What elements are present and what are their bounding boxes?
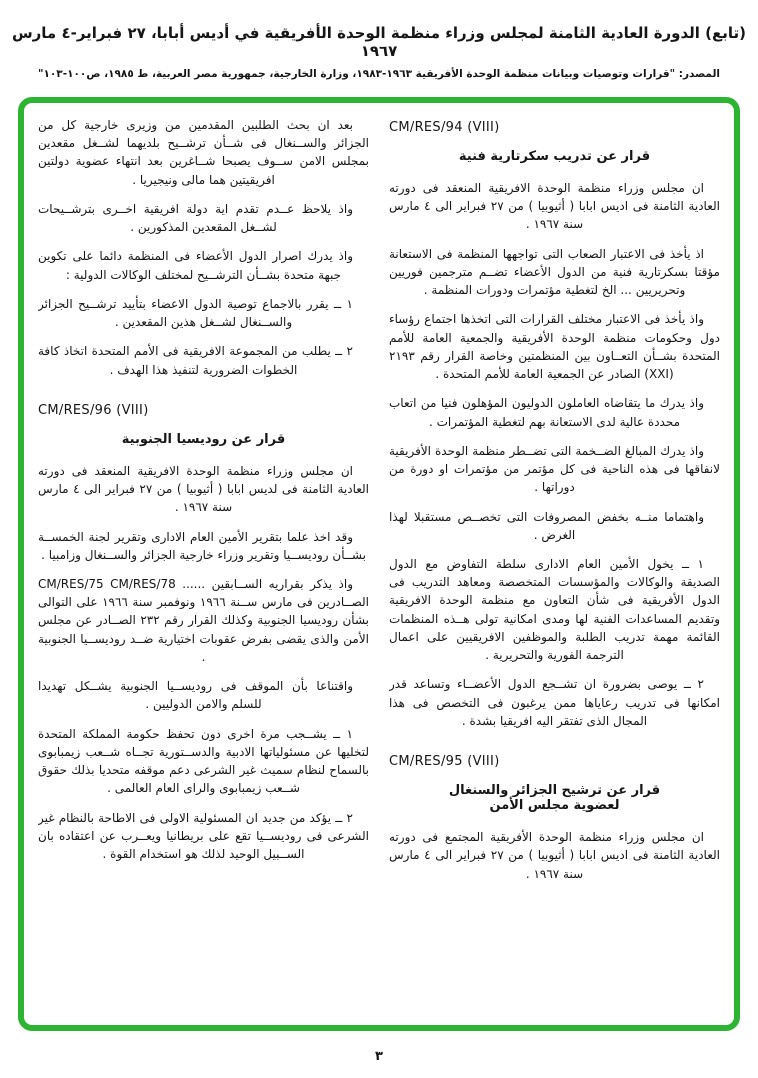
res95-cont-paragraph: بعد ان بحث الطلبين المقدمين من وزيرى خارجية كل من الجزائر والســنغال فى شــأن ترشــيح بلديهما لشــغل مقعدين بمجلس الامن ســوف يصبحا شــاغرين بعد انتهاء عضوية دولتين افريقيتين هما مالى ونيجيريا . [38, 118, 369, 187]
column-left [38, 116, 369, 1015]
document-header [0, 0, 758, 80]
resolution-title-95 [389, 783, 720, 813]
resolution-title-94: قرار عن تدريب سكرتارية فنية [458, 149, 651, 164]
res94-paragraph: واذ يأخذ فى الاعتبار مختلف القرارات التى اتخذها اجتماع رؤساء دول وحكومات منظمة الوحدة الأفريقية والجمعية العامة للأمم المتحدة بشــأن التعــاون بين المنظمتين وخاصة القرار رقم ٢١٩٣ (XXI) الصادر عن الجمعية العامة للأمم المتحدة . [389, 312, 720, 382]
header-source-line: المصدر: "قرارات وتوصيات وبيانات منظمة الوحدة الأفريقية ١٩٦٣-١٩٨٣، وزارة الخارجية، جمهورية مصر العربية، ط ١٩٨٥، ص١٠٠-١٠٣" [38, 68, 720, 80]
resolution-title-95-line2: لعضوية مجلس الأمن [489, 798, 620, 814]
resolution-ref-95: CM/RES/95 (VIII) [389, 754, 500, 770]
page-number: ٣ [375, 1049, 383, 1064]
res96-paragraph: ١ ــ يشــجب مرة اخرى دون تحفظ حكومة المملكة المتحدة لتخليها عن مسئولياتها الادبية والدســتورية تجــاه شــعب زيمبابوى بالسماح لنظام سميث غير الشرعى دعم موقفه متحديا بذلك حقوق شــعب زيمبابوى والراى العام العالمى . [38, 726, 369, 796]
column-right [389, 116, 720, 1015]
res94-paragraph: ١ ــ يخول الأمين العام الادارى سلطة التفاوض مع الدول الصديقة والوكالات والمؤسسات المتخصصة ومعاهد التدريب فى الدول الأفريقية فى شأن التعاون مع منظمة الوحدة الافريقية وتقديم المساعدات الفنية لها ومدى امكانية تولى هــذه المنظمات القائمة مهمة تدريب الطلبة والموظفين الافريقيين على اعمال الترجمة الفورية والتحريرية . [389, 556, 720, 663]
two-column-layout [38, 116, 720, 1015]
header-session-title: (تابع) الدورة العادية الثامنة لمجلس وزراء منظمة الوحدة الأفريقية في أديس أبابا، ٢٧ فبراير-٤ مارس ١٩٦٧ [11, 24, 747, 60]
res95-cont-paragraph: واذ يدرك اصرار الدول الأعضاء فى المنظمة دائما على تكوين جبهة متحدة بشــأن الترشــيح لمختلف الوكالات الدولية : [38, 249, 353, 282]
res94-paragraph: واهتماما منــه بخفض المصروفات التى تخصــص مستقبلا لهذا الغرض . [389, 509, 704, 542]
res95-paragraph: ان مجلس وزراء منظمة الوحدة الأفريقية المجتمع فى دورته العادية الثامنة فى اديس ابابا ( أثيوبيا ) من ٢٧ فبراير الى ٤ مارس سنة ١٩٦٧ . [389, 830, 720, 881]
res94-paragraph: اذ يأخذ فى الاعتبار الصعاب التى تواجهها المنظمة فى الاستعانة مؤقتا بسكرتارية فنية من الدول الأعضاء تضــم مترجمين فوريين وتحريريين ... الخ لتغطية مؤتمرات ودورات المنظمة . [389, 246, 720, 298]
resolution-title-95-line1: قرار عن ترشيح الجزائر والسنغال [448, 783, 661, 799]
resolution-ref-96: CM/RES/96 (VIII) [38, 402, 149, 418]
resolution-title-96: قرار عن روديسيا الجنوبية [121, 431, 286, 447]
res94-paragraph: واذ يدرك ما يتقاضاه العاملون الدوليون المؤهلون فنيا من اتعاب محددة عالية لدى الاستعانة بهم لتغطية المؤتمرات . [389, 396, 704, 429]
res94-paragraph: ٢ ــ يوصى بضرورة ان تشــجع الدول الأعضــاء وتساعد قدر امكانها فى تدريب رعاياها ممن يرغبون فى التخصص فى هذا المجال الذى تفتقر اليه افريقيا بشدة . [389, 677, 720, 728]
resolution-ref-94: CM/RES/94 (VIII) [389, 120, 500, 135]
res96-paragraph: وقد اخذ علما بتقرير الأمين العام الادارى وتقرير لجنة الخمســة بشــأن روديســيا وتقرير وزراء خارجية الجزائر والســنغال وزامبيا . [38, 529, 366, 562]
res94-paragraph: ان مجلس وزراء منظمة الوحدة الافريقية المنعقد فى دورته العادية الثامنة فى اديس ابابا ( أثيوبيا ) من ٢٧ فبراير الى ٤ مارس سنة ١٩٦٧ . [389, 181, 720, 232]
res96-paragraph: ان مجلس وزراء منظمة الوحدة الافريقية المنعقد فى دورته العادية الثامنة فى لديس ابابا ( أثيوبيا ) من ٢٧ فبراير الى ٤ مارس سنة ١٩٦٧ . [38, 463, 369, 515]
res94-paragraph: واذ يدرك المبالغ الضــخمة التى تضــطر منظمة الوحدة الأفريقية لانفاقها فى هذه الناحية فى كل مؤتمر من مؤتمرات او دورة من دوراتها . [389, 443, 720, 495]
res96-paragraph: ٢ ــ يؤكد من جديد ان المسئولية الاولى فى الاطاحة بالنظام غير الشرعى فى روديســيا تقع على بريطانيا ويعــرب عن اعتقاده بان الســبيل الوحيد لذلك هو استخدام القوة . [38, 810, 369, 862]
res96-paragraph: واقتناعا بأن الموقف فى روديســيا الجنوبية يشــكل تهديدا للسلم والامن الدوليين . [38, 679, 353, 712]
res96-paragraph: واذ يذكر بقراريه الســابقين ...... CM/RES/75 CM/RES/78 الصــادرين فى مارس ســنة ١٩٦٦ ونوفمبر سنة ١٩٦٦ على التوالى بشأن روديسيا الجنوبية وكذلك القرار رقم ٢٣٢ الصــادر عن مجلس الأمن والذى يقضى بفرض عقوبات اختيارية ضــد روديســيا الجنوبية . [38, 576, 369, 664]
res95-cont-paragraph: واذ يلاحظ عــدم تقدم اية دولة افريقية اخــرى بترشــيحات لشــغل المقعدين المذكورين . [38, 201, 353, 235]
res95-cont-paragraph: ٢ ــ يطلب من المجموعة الافريقية فى الأمم المتحدة اتخاذ كافة الخطوات الضرورية لتنفيذ هذا الهدف . [38, 344, 353, 377]
res95-cont-paragraph: ١ ــ يقرر بالاجماع توصية الدول الاعضاء بتأييد ترشــيح الجزائر والســنغال لشــغل هذين المقعدين . [38, 296, 353, 330]
content-frame [18, 97, 740, 1031]
